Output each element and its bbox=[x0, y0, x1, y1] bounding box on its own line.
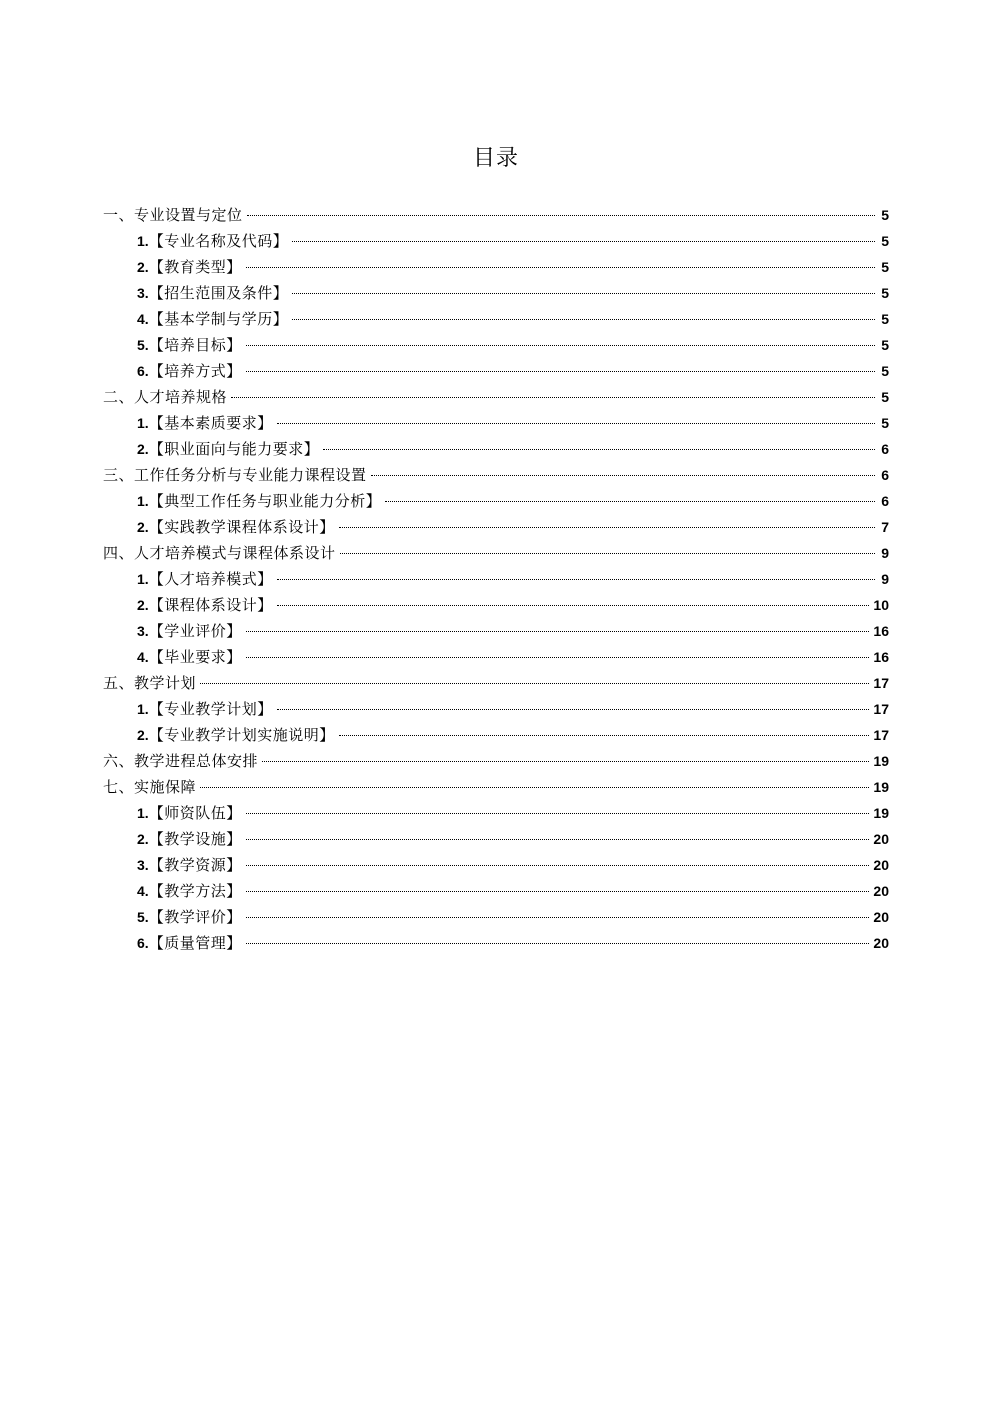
toc-entry-6[interactable] bbox=[103, 332, 889, 358]
toc-entry-title: 三、工作任务分析与专业能力课程设置 bbox=[103, 466, 367, 484]
toc-entry-28[interactable] bbox=[103, 904, 889, 930]
toc-entry-26[interactable] bbox=[103, 852, 889, 878]
toc-dot-leader bbox=[247, 215, 875, 216]
toc-entry-title: 二、人才培养规格 bbox=[103, 388, 228, 406]
toc-dot-leader bbox=[371, 475, 875, 476]
toc-entry-page-number: 19 bbox=[873, 805, 889, 821]
toc-entry-page-number: 5 bbox=[881, 285, 889, 301]
toc-entry-page-number: 17 bbox=[873, 727, 889, 743]
toc-dot-leader bbox=[246, 865, 870, 866]
toc-dot-leader bbox=[246, 813, 870, 814]
toc-entry-page-number: 10 bbox=[873, 597, 889, 613]
toc-dot-leader bbox=[277, 709, 870, 710]
toc-entry-3[interactable] bbox=[103, 254, 889, 280]
toc-entry-number: 1. bbox=[137, 493, 149, 509]
toc-dot-leader bbox=[292, 241, 875, 242]
toc-entry-number: 6. bbox=[137, 363, 149, 379]
toc-entry-number: 3. bbox=[137, 285, 149, 301]
toc-entry-page-number: 5 bbox=[881, 389, 889, 405]
toc-entry-number: 2. bbox=[137, 727, 149, 743]
toc-dot-leader bbox=[292, 319, 875, 320]
toc-entry-14[interactable] bbox=[103, 540, 889, 566]
toc-entry-title: 五、教学计划 bbox=[103, 674, 197, 692]
toc-dot-leader bbox=[292, 293, 875, 294]
toc-entry-27[interactable] bbox=[103, 878, 889, 904]
toc-entry-page-number: 5 bbox=[881, 233, 889, 249]
toc-dot-leader bbox=[231, 397, 875, 398]
toc-dot-leader bbox=[200, 787, 869, 788]
toc-entry-title: 六、教学进程总体安排 bbox=[103, 752, 259, 770]
toc-entry-page-number: 20 bbox=[873, 909, 889, 925]
toc-entry-title: 【教学资源】 bbox=[148, 856, 242, 874]
toc-entry-21[interactable] bbox=[103, 722, 889, 748]
toc-entry-title: 【教育类型】 bbox=[148, 258, 242, 276]
toc-entry-title: 【教学方法】 bbox=[148, 882, 242, 900]
toc-entry-title: 【人才培养模式】 bbox=[148, 570, 273, 588]
toc-entry-number: 5. bbox=[137, 909, 149, 925]
toc-entry-22[interactable] bbox=[103, 748, 889, 774]
toc-entry-5[interactable] bbox=[103, 306, 889, 332]
toc-entry-18[interactable] bbox=[103, 644, 889, 670]
toc-entry-title: 【培养目标】 bbox=[148, 336, 242, 354]
toc-entry-title: 【专业名称及代码】 bbox=[148, 232, 289, 250]
toc-entry-title: 【质量管理】 bbox=[148, 934, 242, 952]
toc-entry-number: 2. bbox=[137, 259, 149, 275]
toc-entry-page-number: 9 bbox=[881, 571, 889, 587]
toc-dot-leader bbox=[339, 735, 870, 736]
toc-entry-title: 【基本学制与学历】 bbox=[148, 310, 289, 328]
toc-entry-page-number: 19 bbox=[873, 753, 889, 769]
toc-entry-number: 2. bbox=[137, 441, 149, 457]
toc-entry-29[interactable] bbox=[103, 930, 889, 956]
toc-entry-2[interactable] bbox=[103, 228, 889, 254]
toc-entry-title: 【专业教学计划实施说明】 bbox=[148, 726, 335, 744]
toc-entry-page-number: 20 bbox=[873, 831, 889, 847]
toc-entry-page-number: 5 bbox=[881, 207, 889, 223]
toc-entry-title: 【典型工作任务与职业能力分析】 bbox=[148, 492, 382, 510]
toc-entry-number: 3. bbox=[137, 857, 149, 873]
toc-dot-leader bbox=[246, 371, 875, 372]
toc-entry-25[interactable] bbox=[103, 826, 889, 852]
toc-dot-leader bbox=[246, 917, 870, 918]
toc-dot-leader bbox=[246, 657, 870, 658]
toc-entry-24[interactable] bbox=[103, 800, 889, 826]
toc-entry-page-number: 20 bbox=[873, 935, 889, 951]
toc-entry-12[interactable] bbox=[103, 488, 889, 514]
toc-entry-number: 2. bbox=[137, 597, 149, 613]
toc-entry-title: 【实践教学课程体系设计】 bbox=[148, 518, 335, 536]
toc-entry-number: 1. bbox=[137, 233, 149, 249]
toc-entry-number: 4. bbox=[137, 883, 149, 899]
toc-dot-leader bbox=[323, 449, 875, 450]
toc-entry-page-number: 6 bbox=[881, 493, 889, 509]
toc-entry-number: 6. bbox=[137, 935, 149, 951]
toc-dot-leader bbox=[246, 631, 870, 632]
toc-entry-page-number: 5 bbox=[881, 415, 889, 431]
toc-entry-number: 5. bbox=[137, 337, 149, 353]
toc-entry-number: 1. bbox=[137, 805, 149, 821]
toc-entry-page-number: 20 bbox=[873, 857, 889, 873]
toc-entry-16[interactable] bbox=[103, 592, 889, 618]
toc-entry-15[interactable] bbox=[103, 566, 889, 592]
toc-entry-page-number: 16 bbox=[873, 649, 889, 665]
toc-entry-page-number: 7 bbox=[881, 519, 889, 535]
toc-entry-17[interactable] bbox=[103, 618, 889, 644]
toc-entry-title: 七、实施保障 bbox=[103, 778, 197, 796]
toc-entry-23[interactable] bbox=[103, 774, 889, 800]
toc-dot-leader bbox=[200, 683, 869, 684]
toc-entry-title: 【培养方式】 bbox=[148, 362, 242, 380]
toc-dot-leader bbox=[246, 345, 875, 346]
toc-entry-title: 【教学评价】 bbox=[148, 908, 242, 926]
toc-entry-title: 四、人才培养模式与课程体系设计 bbox=[103, 544, 336, 562]
toc-entry-title: 【课程体系设计】 bbox=[148, 596, 273, 614]
toc-entry-title: 【学业评价】 bbox=[148, 622, 242, 640]
toc-entry-1[interactable] bbox=[103, 202, 889, 228]
toc-entry-11[interactable] bbox=[103, 462, 889, 488]
toc-entry-title: 【毕业要求】 bbox=[148, 648, 242, 666]
toc-entry-4[interactable] bbox=[103, 280, 889, 306]
toc-entry-number: 4. bbox=[137, 649, 149, 665]
toc-entry-page-number: 5 bbox=[881, 363, 889, 379]
toc-entry-page-number: 16 bbox=[873, 623, 889, 639]
toc-entry-page-number: 20 bbox=[873, 883, 889, 899]
toc-entry-number: 2. bbox=[137, 519, 149, 535]
toc-dot-leader bbox=[246, 267, 875, 268]
toc-dot-leader bbox=[246, 943, 870, 944]
toc-entry-number: 3. bbox=[137, 623, 149, 639]
toc-entry-page-number: 17 bbox=[873, 701, 889, 717]
toc-entry-page-number: 6 bbox=[881, 467, 889, 483]
toc-dot-leader bbox=[246, 891, 870, 892]
toc-entry-page-number: 9 bbox=[881, 545, 889, 561]
toc-entry-page-number: 5 bbox=[881, 259, 889, 275]
table-of-contents bbox=[103, 202, 889, 956]
toc-entry-page-number: 19 bbox=[873, 779, 889, 795]
toc-entry-7[interactable] bbox=[103, 358, 889, 384]
toc-entry-title: 【基本素质要求】 bbox=[148, 414, 273, 432]
toc-dot-leader bbox=[340, 553, 875, 554]
toc-entry-number: 1. bbox=[137, 415, 149, 431]
toc-entry-9[interactable] bbox=[103, 410, 889, 436]
toc-entry-8[interactable] bbox=[103, 384, 889, 410]
toc-entry-title: 【师资队伍】 bbox=[148, 804, 242, 822]
toc-entry-page-number: 5 bbox=[881, 311, 889, 327]
toc-entry-number: 1. bbox=[137, 571, 149, 587]
toc-dot-leader bbox=[339, 527, 875, 528]
toc-dot-leader bbox=[385, 501, 875, 502]
toc-entry-19[interactable] bbox=[103, 670, 889, 696]
toc-entry-13[interactable] bbox=[103, 514, 889, 540]
toc-entry-page-number: 5 bbox=[881, 337, 889, 353]
toc-entry-title: 【专业教学计划】 bbox=[148, 700, 273, 718]
toc-entry-number: 2. bbox=[137, 831, 149, 847]
toc-dot-leader bbox=[246, 839, 870, 840]
toc-dot-leader bbox=[277, 423, 875, 424]
toc-entry-title: 【职业面向与能力要求】 bbox=[148, 440, 320, 458]
toc-entry-title: 一、专业设置与定位 bbox=[103, 206, 243, 224]
toc-entry-20[interactable] bbox=[103, 696, 889, 722]
toc-entry-title: 【招生范围及条件】 bbox=[148, 284, 289, 302]
toc-dot-leader bbox=[262, 761, 869, 762]
toc-entry-number: 4. bbox=[137, 311, 149, 327]
toc-entry-10[interactable] bbox=[103, 436, 889, 462]
toc-dot-leader bbox=[277, 579, 875, 580]
toc-entry-page-number: 17 bbox=[873, 675, 889, 691]
toc-entry-title: 【教学设施】 bbox=[148, 830, 242, 848]
toc-entry-number: 1. bbox=[137, 701, 149, 717]
toc-dot-leader bbox=[277, 605, 870, 606]
toc-entry-page-number: 6 bbox=[881, 441, 889, 457]
toc-title: 目录 bbox=[472, 146, 519, 171]
